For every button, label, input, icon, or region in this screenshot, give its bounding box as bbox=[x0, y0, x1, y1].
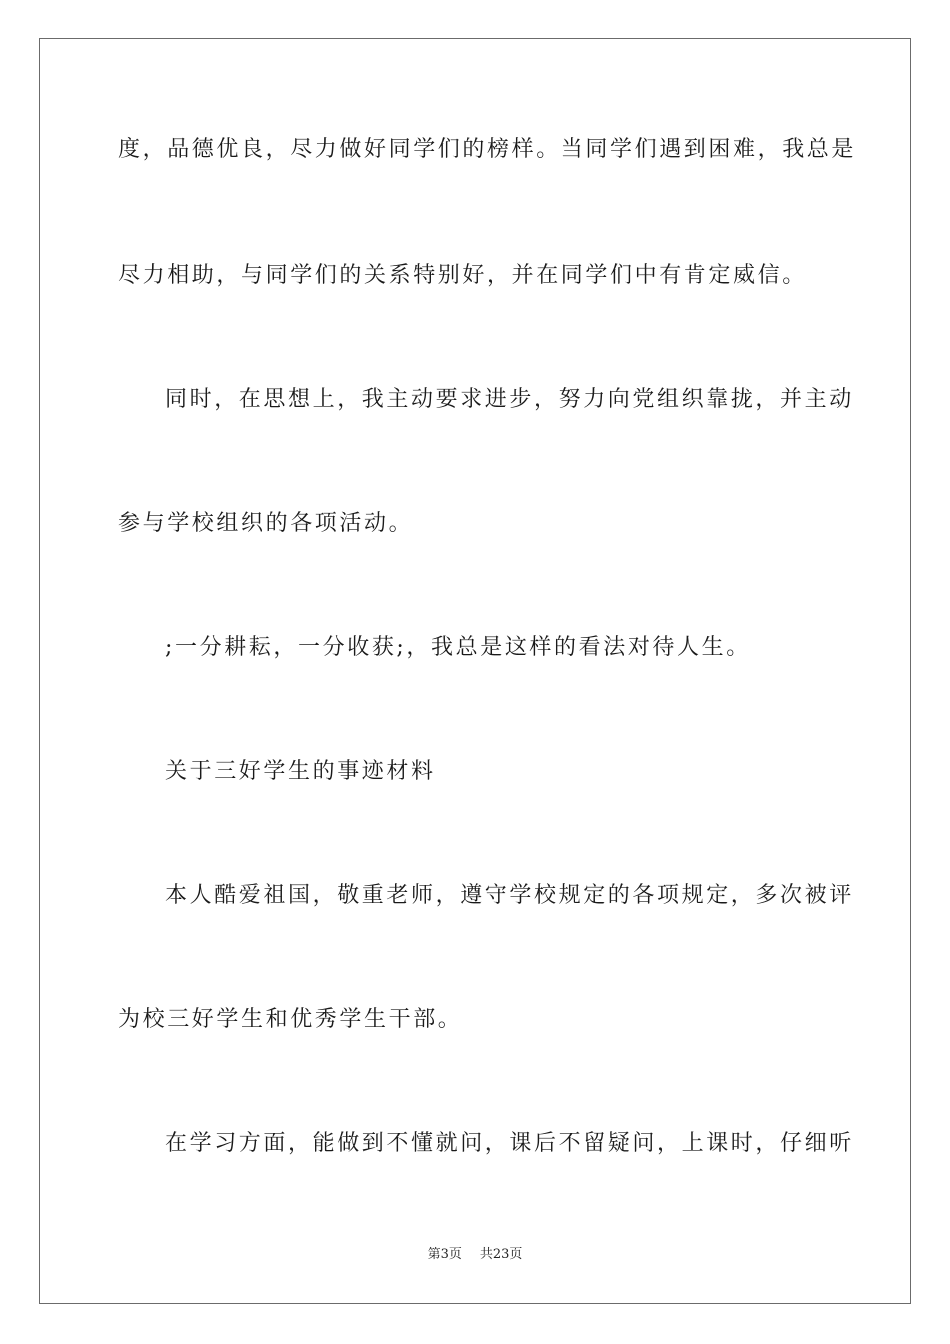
section-heading: 关于三好学生的事迹材料 bbox=[165, 759, 436, 784]
page-total: 共23页 bbox=[479, 1247, 523, 1262]
paragraph-first-line: ;一分耕耘，一分收获;，我总是这样的看法对待人生。 bbox=[165, 635, 751, 660]
page-number: 第3页 bbox=[427, 1247, 462, 1262]
page-border bbox=[39, 38, 911, 1304]
paragraph-first-line: 本人酷爱祖国，敬重老师，遵守学校规定的各项规定，多次被评 bbox=[165, 883, 854, 908]
paragraph-first-line: 同时，在思想上，我主动要求进步，努力向党组织靠拢，并主动 bbox=[165, 387, 854, 412]
body-text-line: 尽力相助，与同学们的关系特别好，并在同学们中有肯定威信。 bbox=[118, 263, 807, 288]
body-text-line: 为校三好学生和优秀学生干部。 bbox=[118, 1007, 463, 1032]
body-text-line: 参与学校组织的各项活动。 bbox=[118, 511, 414, 536]
page-footer bbox=[0, 1246, 950, 1264]
paragraph-first-line: 在学习方面，能做到不懂就问，课后不留疑问，上课时，仔细听 bbox=[165, 1131, 854, 1156]
body-text-line: 度，品德优良，尽力做好同学们的榜样。当同学们遇到困难，我总是 bbox=[118, 137, 857, 162]
